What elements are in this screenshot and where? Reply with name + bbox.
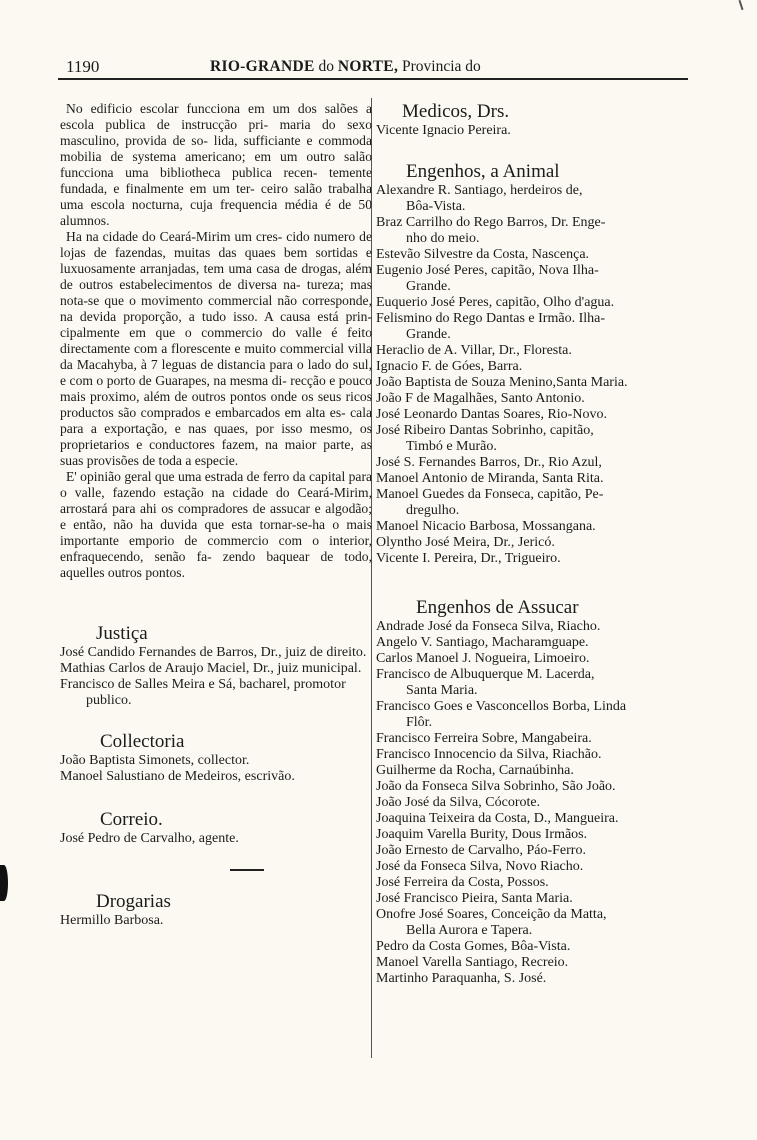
- list-item-continuation: nho do meio.: [406, 231, 480, 246]
- list-item-continuation: Bella Aurora e Tapera.: [406, 923, 533, 938]
- heading-engenhos-animal: Engenhos, a Animal: [406, 161, 560, 182]
- list-item: José Pedro de Carvalho, agente.: [60, 831, 239, 846]
- list-item: Manoel Antonio de Miranda, Santa Rita.: [376, 471, 604, 486]
- list-item-continuation: Bôa-Vista.: [406, 199, 466, 214]
- paragraph-commerce: Ha na cidade do Ceará-Mirim um cres- cido numero de lojas de fazendas, muitas das quaes bem sortidas e luxuosamente arranjadas, tem uma casa de drogas, além de outros estabelecimentos de diversa na- tureza; mas nota-se que o movimento commercial não corresponde, na devida proporção, a tudo isso. A causa está prin- cipalmente em que o commercio do valle é feito directamente com a florescente e muito commercial villa da Macahyba, à 7 leguas de distancia para o lado do sul, e com o porto de Guarapes, na mesma di- recção e pouco mais proximo, além de outros pontos onde os seus ricos productos são comprados e embarcados em alta es- cala para a exportação, e nas quaes, por isso mesmo, os proprietarios e conductores fazem, na maior parte, as suas provisões de toda a especie.: [60, 229, 373, 468]
- list-item: João F de Magalhães, Santo Antonio.: [376, 391, 585, 406]
- heading-medicos: Medicos, Drs.: [402, 101, 510, 122]
- list-item: Estevão Silvestre da Costa, Nascença.: [376, 247, 590, 262]
- list-item: Manoel Salustiano de Medeiros, escrivão.: [60, 769, 295, 784]
- left-column: [60, 101, 372, 929]
- list-item: Joaquina Teixeira da Costa, D., Mangueira.: [376, 811, 619, 826]
- running-header: [58, 55, 698, 79]
- list-item: Vicente I. Pereira, Dr., Trigueiro.: [376, 551, 561, 566]
- ink-blot: [0, 865, 8, 901]
- list-item-continuation: dregulho.: [406, 503, 460, 518]
- list-item: José Ferreira da Costa, Possos.: [376, 875, 549, 890]
- heading-engenhos-assucar: Engenhos de Assucar: [416, 597, 579, 618]
- list-item-continuation: Grande.: [406, 327, 451, 342]
- list-item: Vicente Ignacio Pereira.: [376, 123, 511, 138]
- list-item: Mathias Carlos de Araujo Maciel, Dr., juiz municipal.: [60, 661, 362, 676]
- list-item: José Ribeiro Dantas Sobrinho, capitão,: [376, 423, 594, 438]
- list-item-continuation: Grande.: [406, 279, 451, 294]
- list-item: Joaquim Varella Burity, Dous Irmãos.: [376, 827, 588, 842]
- corner-mark: [739, 0, 744, 10]
- list-item: José S. Fernandes Barros, Dr., Rio Azul,: [376, 455, 602, 470]
- list-item: José Candido Fernandes de Barros, Dr., juiz de direito.: [60, 645, 367, 660]
- list-item: Francisco Goes e Vasconcellos Borba, Linda: [376, 699, 627, 714]
- header-rule: [58, 78, 688, 80]
- list-item: José da Fonseca Silva, Novo Riacho.: [376, 859, 584, 874]
- page-number: 1190: [66, 57, 100, 76]
- list-item-continuation: Santa Maria.: [406, 683, 478, 698]
- list-item: José Leonardo Dantas Soares, Rio-Novo.: [376, 407, 607, 422]
- heading-collectoria: Collectoria: [100, 731, 185, 752]
- list-item: Manoel Nicacio Barbosa, Mossangana.: [376, 519, 596, 534]
- paragraph-school: No edificio escolar funcciona em um dos salões a escola publica de instrucção pri- maria do sexo masculino, provida de so- lida, sufficiante e commoda mobilia de systema americano; em um outro salão funcciona uma bibliotheca publica recen- temente fundada, e finalmente em um ter- ceiro salão trabalha uma escola nocturna, cuja frequencia média é de 50 alumnos.: [60, 101, 373, 228]
- right-column: [376, 101, 694, 987]
- running-title: RIO-GRANDE do NORTE, Provincia do: [210, 58, 481, 75]
- list-item: Martinho Paraquanha, S. José.: [376, 971, 547, 986]
- heading-correio: Correio.: [100, 809, 163, 830]
- list-item: Pedro da Costa Gomes, Bôa-Vista.: [376, 939, 571, 954]
- list-item: Braz Carrilho do Rego Barros, Dr. Enge-: [376, 215, 606, 230]
- engenhos-animal-list: [376, 183, 694, 567]
- list-item: João Baptista de Souza Menino,Santa Maria.: [376, 375, 628, 390]
- list-item: João da Fonseca Silva Sobrinho, São João.: [376, 779, 616, 794]
- list-item: Francisco de Albuquerque M. Lacerda,: [376, 667, 595, 682]
- list-item: João Baptista Simonets, collector.: [60, 753, 250, 768]
- list-item: Felismino do Rego Dantas e Irmão. Ilha-: [376, 311, 606, 326]
- list-item: Onofre José Soares, Conceição da Matta,: [376, 907, 607, 922]
- list-item: Alexandre R. Santiago, herdeiros de,: [376, 183, 583, 198]
- list-item: Francisco Innocencio da Silva, Riachão.: [376, 747, 602, 762]
- list-item: Euquerio José Peres, capitão, Olho d'agua.: [376, 295, 615, 310]
- list-item: Manoel Guedes da Fonseca, capitão, Pe-: [376, 487, 604, 502]
- list-item: Heraclio de A. Villar, Dr., Floresta.: [376, 343, 572, 358]
- engenhos-assucar-list: [376, 619, 694, 987]
- heading-drogarias: Drogarias: [96, 891, 171, 912]
- list-item: Eugenio José Peres, capitão, Nova Ilha-: [376, 263, 599, 278]
- list-item: Carlos Manoel J. Nogueira, Limoeiro.: [376, 651, 590, 666]
- list-item: Olyntho José Meira, Dr., Jericó.: [376, 535, 555, 550]
- list-item: José Francisco Pieira, Santa Maria.: [376, 891, 573, 906]
- list-item-continuation: Timbó e Murão.: [406, 439, 497, 454]
- list-item: Francisco Ferreira Sobre, Mangabeira.: [376, 731, 592, 746]
- list-item: João Ernesto de Carvalho, Páo-Ferro.: [376, 843, 586, 858]
- list-item: Angelo V. Santiago, Macharamguape.: [376, 635, 589, 650]
- list-item: Hermillo Barbosa.: [60, 913, 164, 928]
- heading-justica: Justiça: [96, 623, 148, 644]
- list-item: Ignacio F. de Góes, Barra.: [376, 359, 523, 374]
- list-item: João José da Silva, Cócorote.: [376, 795, 541, 810]
- list-item: Francisco de Salles Meira e Sá, bacharel, promotor publico.: [60, 677, 346, 708]
- paragraph-railway: E' opinião geral que uma estrada de ferro da capital para o valle, fazendo estação na cidade do Ceará-Mirim, arrostará para ahi os compradores de assucar e algodão; e então, não ha duvida que esta tornar-se-ha o mais importante emporio de commercio com o interior, enfraquecendo, senão fa- zendo baquear de todo, aquelles outros pontos.: [60, 469, 373, 580]
- list-item: Guilherme da Rocha, Carnaúbinha.: [376, 763, 574, 778]
- list-item: Andrade José da Fonseca Silva, Riacho.: [376, 619, 601, 634]
- list-item: Manoel Varella Santiago, Recreio.: [376, 955, 569, 970]
- list-item-continuation: Flôr.: [406, 715, 433, 730]
